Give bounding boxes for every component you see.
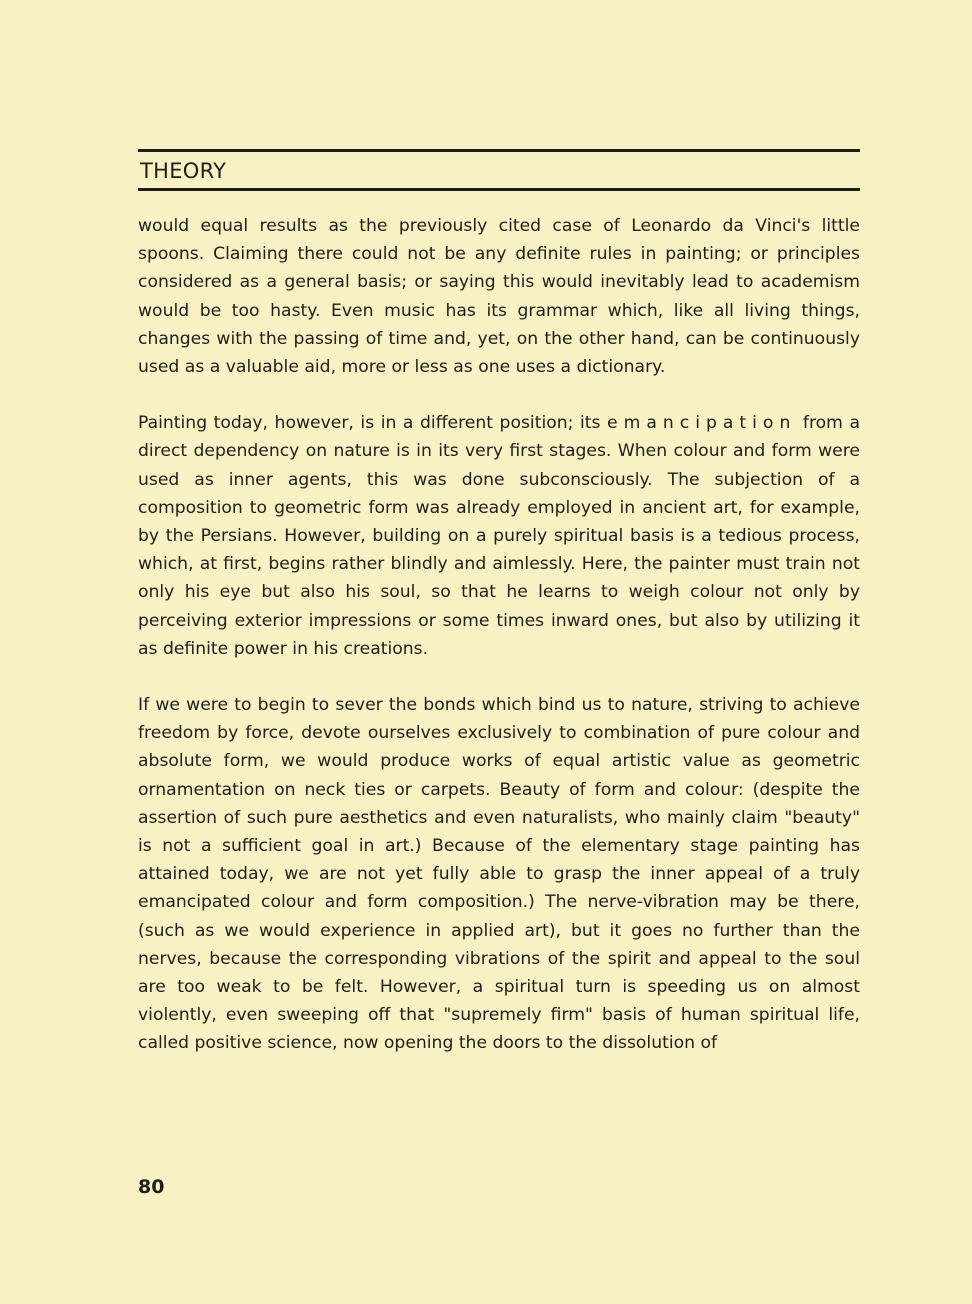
paragraph-2 xyxy=(138,409,860,663)
section-title: THEORY xyxy=(140,159,227,183)
paragraph-2-text-before: Painting today, however, is in a different position; its xyxy=(138,413,607,434)
body-text xyxy=(138,212,860,1058)
paragraph-3: If we were to begin to sever the bonds which bind us to nature, striving to achieve freedom by force, devote ourselves exclusively to combination of pure colour and absolute form, we would produce works of equal artistic value as geometric ornamentation on neck ties or carpets. Beauty of form and colour: (despite the assertion of such pure aesthetics and even naturalists, who mainly claim "beauty" is not a sufficient goal in art.) Because of the elementary stage painting has attained today, we are not yet fully able to grasp the inner appeal of a truly emancipated colour and form composition.) The nerve-vibration may be there, (such as we would experience in applied art), but it goes no further than the nerves, because the corresponding vibrations of the spirit and appeal to the soul are too weak to be felt. However, a spiritual turn is speeding us on almost violently, even sweeping off that "supremely firm" basis of human spiritual life, called positive science, now opening the doors to the dissolution of xyxy=(138,695,860,1054)
paragraph-1: would equal results as the previously cited case of Leonardo da Vinci's little spoons. Claiming there could not be any definite rules in painting; or principles considered as a general basis; or saying this would inevitably lead to academism would be too hasty. Even music has its grammar which, like all living things, changes with the passing of time and, yet, on the other hand, can be continuously used as a valuable aid, more or less as one uses a dictionary. xyxy=(138,216,860,378)
emphasized-word: emancipation xyxy=(607,413,797,434)
paragraph-2-text-after: from a direct dependency on nature is in its very first stages. When colour and form were used as inner agents, this was done subconsciously. The subjection of a composition to geometric form was already employed in ancient art, for example, by the Persians. However, building on a purely spiritual basis is a tedious process, which, at first, begins rather blindly and aimlessly. Here, the painter must train not only his eye but also his soul, so that he learns to weigh colour not only by perceiving exterior impressions or some times inward ones, but also by utilizing it as definite power in his creations. xyxy=(138,413,860,659)
header-rule-bottom xyxy=(138,188,860,191)
page-number: 80 xyxy=(138,1176,165,1198)
header-rule-top xyxy=(138,149,860,152)
